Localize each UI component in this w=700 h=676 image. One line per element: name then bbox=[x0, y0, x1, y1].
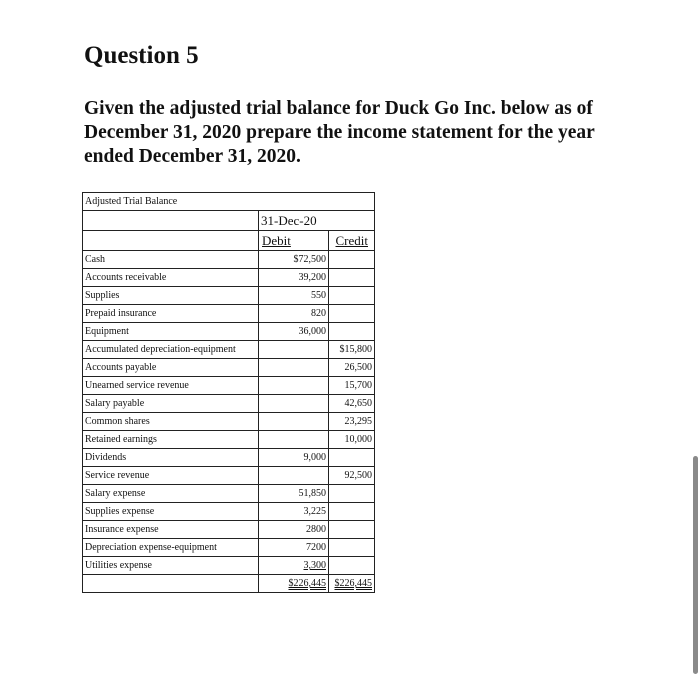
table-row bbox=[83, 305, 375, 323]
debit-cell: 39,200 bbox=[259, 269, 329, 287]
account-cell: Accounts payable bbox=[83, 359, 259, 377]
total-debit-cell: $226,445 bbox=[259, 575, 329, 593]
account-cell: Accumulated depreciation-equipment bbox=[83, 341, 259, 359]
account-cell: Unearned service revenue bbox=[83, 377, 259, 395]
credit-cell bbox=[329, 485, 375, 503]
debit-cell: 2800 bbox=[259, 521, 329, 539]
debit-cell: 7200 bbox=[259, 539, 329, 557]
table-row bbox=[83, 377, 375, 395]
credit-cell bbox=[329, 269, 375, 287]
table-row bbox=[83, 467, 375, 485]
credit-cell: 10,000 bbox=[329, 431, 375, 449]
debit-cell bbox=[259, 413, 329, 431]
table-row bbox=[83, 287, 375, 305]
account-cell: Supplies bbox=[83, 287, 259, 305]
credit-cell: 92,500 bbox=[329, 467, 375, 485]
debit-cell bbox=[259, 467, 329, 485]
account-cell: Salary payable bbox=[83, 395, 259, 413]
account-cell: Utilities expense bbox=[83, 557, 259, 575]
debit-cell bbox=[259, 377, 329, 395]
debit-cell bbox=[259, 341, 329, 359]
account-cell: Depreciation expense-equipment bbox=[83, 539, 259, 557]
totals-label-cell bbox=[83, 575, 259, 593]
debit-cell bbox=[259, 359, 329, 377]
vertical-scrollbar[interactable] bbox=[693, 456, 698, 674]
credit-cell bbox=[329, 251, 375, 269]
debit-cell: 36,000 bbox=[259, 323, 329, 341]
table-row bbox=[83, 395, 375, 413]
account-cell: Equipment bbox=[83, 323, 259, 341]
table-row bbox=[83, 431, 375, 449]
account-cell: Service revenue bbox=[83, 467, 259, 485]
table-row bbox=[83, 359, 375, 377]
table-row bbox=[83, 521, 375, 539]
table-row bbox=[83, 449, 375, 467]
table-caption: Adjusted Trial Balance bbox=[83, 193, 375, 211]
table-row bbox=[83, 251, 375, 269]
debit-header: Debit bbox=[259, 231, 329, 251]
credit-cell: 15,700 bbox=[329, 377, 375, 395]
table-row bbox=[83, 269, 375, 287]
credit-cell: 26,500 bbox=[329, 359, 375, 377]
total-credit-cell: $226,445 bbox=[329, 575, 375, 593]
credit-header: Credit bbox=[329, 231, 375, 251]
table-row bbox=[83, 503, 375, 521]
table-row bbox=[83, 413, 375, 431]
credit-cell bbox=[329, 287, 375, 305]
credit-cell: 42,650 bbox=[329, 395, 375, 413]
account-cell: Insurance expense bbox=[83, 521, 259, 539]
account-cell: Common shares bbox=[83, 413, 259, 431]
account-cell: Retained earnings bbox=[83, 431, 259, 449]
table-row bbox=[83, 485, 375, 503]
account-cell: Prepaid insurance bbox=[83, 305, 259, 323]
table-row bbox=[83, 323, 375, 341]
debit-cell bbox=[259, 431, 329, 449]
totals-row bbox=[83, 575, 375, 593]
debit-cell: 550 bbox=[259, 287, 329, 305]
debit-cell: 3,300 bbox=[259, 557, 329, 575]
debit-cell: $72,500 bbox=[259, 251, 329, 269]
credit-cell bbox=[329, 539, 375, 557]
adjusted-trial-balance-table bbox=[82, 192, 375, 593]
credit-cell bbox=[329, 449, 375, 467]
debit-cell: 9,000 bbox=[259, 449, 329, 467]
question-title: Question 5 bbox=[84, 42, 199, 69]
debit-cell: 820 bbox=[259, 305, 329, 323]
account-cell: Cash bbox=[83, 251, 259, 269]
credit-cell: $15,800 bbox=[329, 341, 375, 359]
table-row bbox=[83, 341, 375, 359]
credit-cell bbox=[329, 557, 375, 575]
account-cell: Dividends bbox=[83, 449, 259, 467]
credit-cell bbox=[329, 305, 375, 323]
account-cell: Accounts receivable bbox=[83, 269, 259, 287]
date-header: 31-Dec-20 bbox=[259, 211, 375, 231]
account-cell: Salary expense bbox=[83, 485, 259, 503]
credit-cell bbox=[329, 323, 375, 341]
table-row bbox=[83, 539, 375, 557]
account-cell: Supplies expense bbox=[83, 503, 259, 521]
credit-cell bbox=[329, 503, 375, 521]
question-text: Given the adjusted trial balance for Duck Go Inc. below as of December 31, 2020 prepare the income statement for the year ended December 31, 2020. bbox=[84, 98, 595, 167]
debit-cell: 51,850 bbox=[259, 485, 329, 503]
credit-cell bbox=[329, 521, 375, 539]
credit-cell: 23,295 bbox=[329, 413, 375, 431]
table-row bbox=[83, 557, 375, 575]
debit-cell: 3,225 bbox=[259, 503, 329, 521]
debit-cell bbox=[259, 395, 329, 413]
